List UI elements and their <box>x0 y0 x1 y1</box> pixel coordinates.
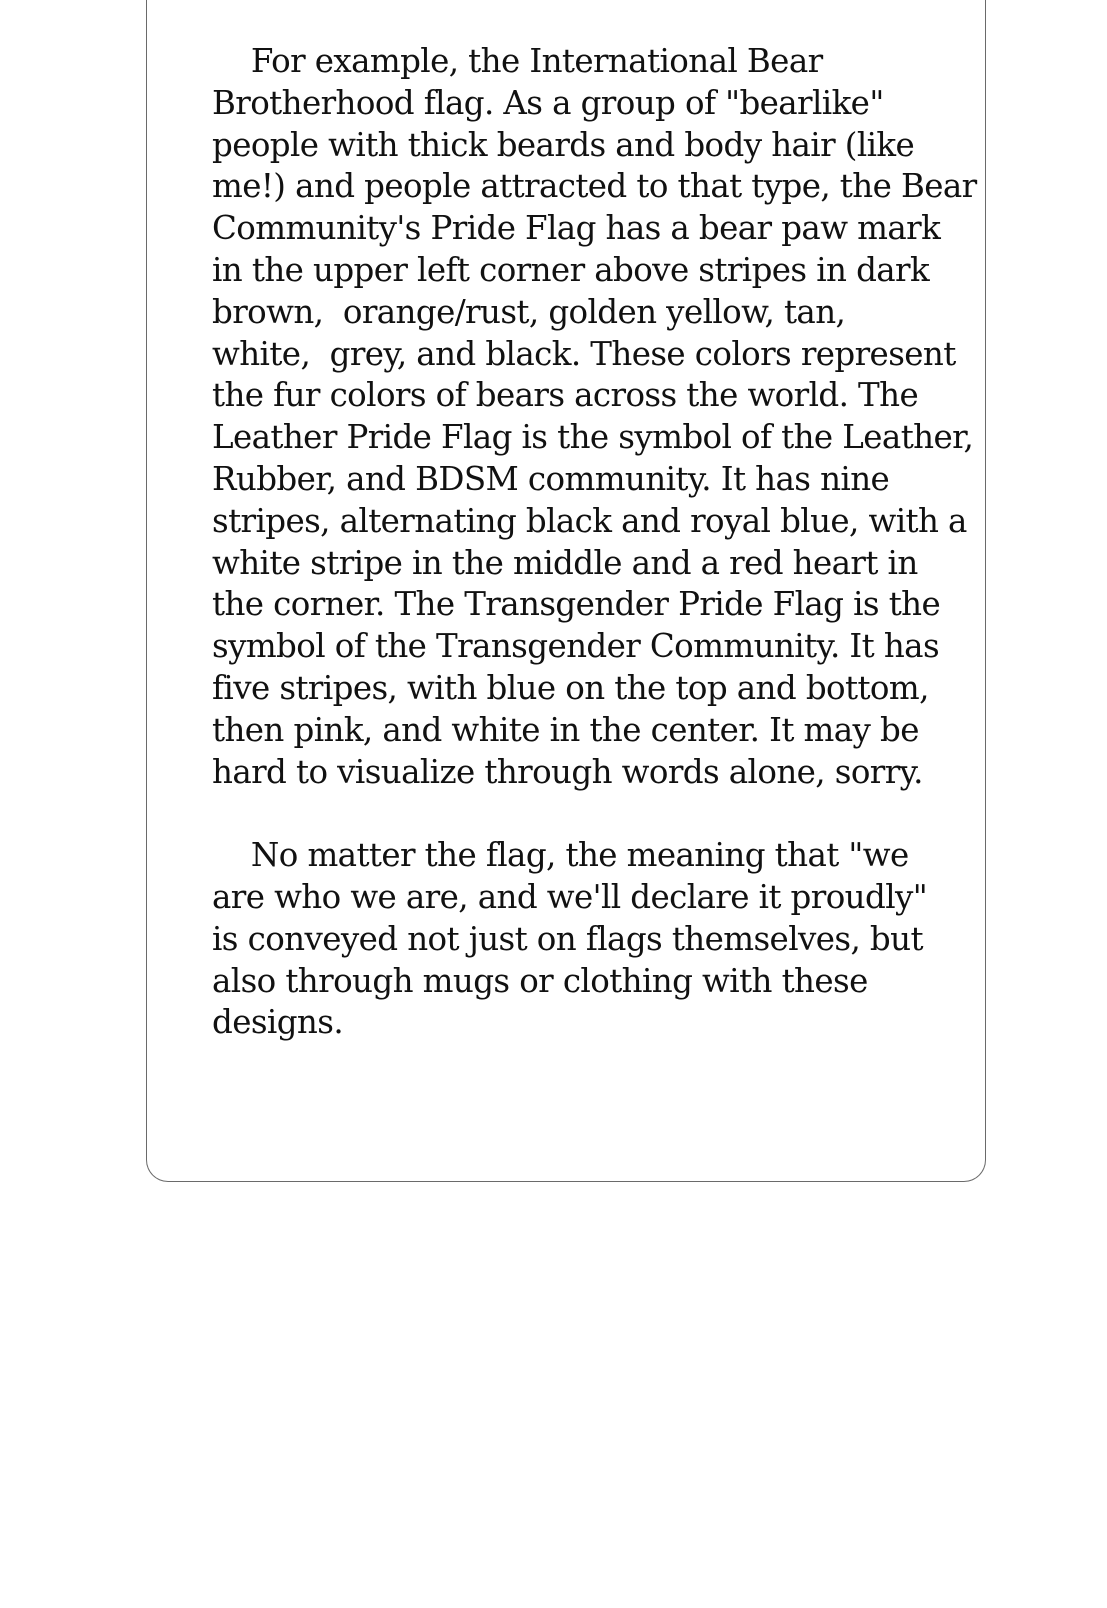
text-line: also through mugs or clothing with these <box>212 961 868 1000</box>
text-line: are who we are, and we'll declare it proudly" <box>212 877 928 916</box>
text-line: Leather Pride Flag is the symbol of the Leather, <box>212 418 974 457</box>
text-line: is conveyed not just on flags themselves, but <box>212 919 923 958</box>
text-line: white stripe in the middle and a red heart in <box>212 543 918 582</box>
paragraph-spacer <box>212 793 972 835</box>
text-line: symbol of the Transgender Community. It has <box>212 627 940 666</box>
text-line: hard to visualize through words alone, sorry. <box>212 752 923 791</box>
text-line: the corner. The Transgender Pride Flag is the <box>212 585 941 624</box>
text-line: designs. <box>212 1003 344 1042</box>
text-line: Brotherhood flag. As a group of "bearlike" <box>212 83 884 122</box>
text-line: Community's Pride Flag has a bear paw mark <box>212 209 941 248</box>
text-line: then pink, and white in the center. It may be <box>212 710 919 749</box>
text-line: stripes, alternating black and royal blue, with a <box>212 501 967 540</box>
text-line: me!) and people attracted to that type, the Bear <box>212 167 977 206</box>
text-line: in the upper left corner above stripes in dark <box>212 250 930 289</box>
text-line: people with thick beards and body hair (like <box>212 125 915 164</box>
text-line: five stripes, with blue on the top and bottom, <box>212 668 929 707</box>
text-line: white, grey, and black. These colors represent <box>212 334 956 373</box>
text-line: Rubber, and BDSM community. It has nine <box>212 459 890 498</box>
text-line: No matter the flag, the meaning that "we <box>212 836 909 875</box>
paragraph-2 <box>212 835 972 1044</box>
document-body <box>212 41 977 1044</box>
text-line: the fur colors of bears across the world. The <box>212 376 919 415</box>
text-line: For example, the International Bear <box>212 42 823 80</box>
text-line: brown, orange/rust, golden yellow, tan, <box>212 292 846 331</box>
paragraph-1 <box>212 41 977 793</box>
